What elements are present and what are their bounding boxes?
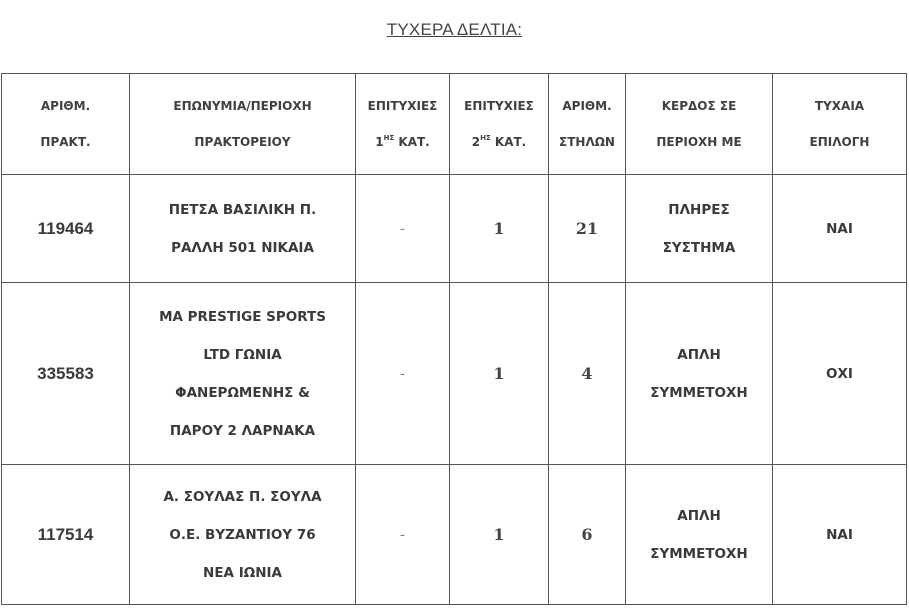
table-row (2, 465, 907, 605)
wins-cat2: 1 (450, 175, 549, 283)
table-row (2, 175, 907, 283)
header-prize-type: ΚΕΡΔΟΣ ΣΕ ΠΕΡΙΟΧΗ ΜΕ (626, 74, 773, 175)
table-header-row (2, 74, 907, 175)
columns-count: 6 (549, 465, 626, 605)
header-agency-name: ΕΠΩΝΥΜΙΑ/ΠΕΡΙΟΧΗ ΠΡΑΚΤΟΡΕΙΟΥ (130, 74, 356, 175)
table-row (2, 283, 907, 465)
random-pick: ΝΑΙ (773, 175, 907, 283)
header-wins-cat1: ΕΠΙΤΥΧΙΕΣ $1^{H\Sigma}$ ΚΑΤ. (356, 74, 450, 175)
header-columns: ΑΡΙΘΜ. ΣΤΗΛΩΝ (549, 74, 626, 175)
header-random-pick: ΤΥΧΑΙΑ ΕΠΙΛΟΓΗ (773, 74, 907, 175)
wins-cat2: 1 (450, 283, 549, 465)
wins-cat2: 1 (450, 465, 549, 605)
agency-name: Α. ΣΟΥΛΑΣ Π. ΣΟΥΛΑ Ο.Ε. ΒΥΖΑΝΤΙΟΥ 76 ΝΕΑ ΙΩΝΙΑ (130, 465, 356, 605)
agency-name: MA PRESTIGE SPORTS LTD ΓΩΝΙΑ ΦΑΝΕΡΩΜΕΝΗΣ & ΠΑΡΟΥ 2 ΛΑΡΝΑΚΑ (130, 283, 356, 465)
agency-code: 335583 (2, 283, 130, 465)
wins-cat1: - (356, 465, 450, 605)
agency-code: 119464 (2, 175, 130, 283)
prize-type: ΑΠΛΗ ΣΥΜΜΕΤΟΧΗ (626, 283, 773, 465)
prize-type: ΑΠΛΗ ΣΥΜΜΕΤΟΧΗ (626, 465, 773, 605)
columns-count: 4 (549, 283, 626, 465)
agency-code: 117514 (2, 465, 130, 605)
header-agency-number: ΑΡΙΘΜ. ΠΡΑΚΤ. (2, 74, 130, 175)
header-wins-cat2: ΕΠΙΤΥΧΙΕΣ $2^{H\Sigma}$ ΚΑΤ. (450, 74, 549, 175)
wins-cat1: - (356, 175, 450, 283)
page-title: ΤΥΧΕΡΑ ΔΕΛΤΙΑ: (386, 20, 523, 39)
random-pick: ΟΧΙ (773, 283, 907, 465)
prize-type: ΠΛΗΡΕΣ ΣΥΣΤΗΜΑ (626, 175, 773, 283)
columns-count: 21 (549, 175, 626, 283)
random-pick: ΝΑΙ (773, 465, 907, 605)
winning-tickets-table (1, 73, 907, 605)
wins-cat1: - (356, 283, 450, 465)
agency-name: ΠΕΤΣΑ ΒΑΣΙΛΙΚΗ Π. ΡΑΛΛΗ 501 ΝΙΚΑΙΑ (130, 175, 356, 283)
